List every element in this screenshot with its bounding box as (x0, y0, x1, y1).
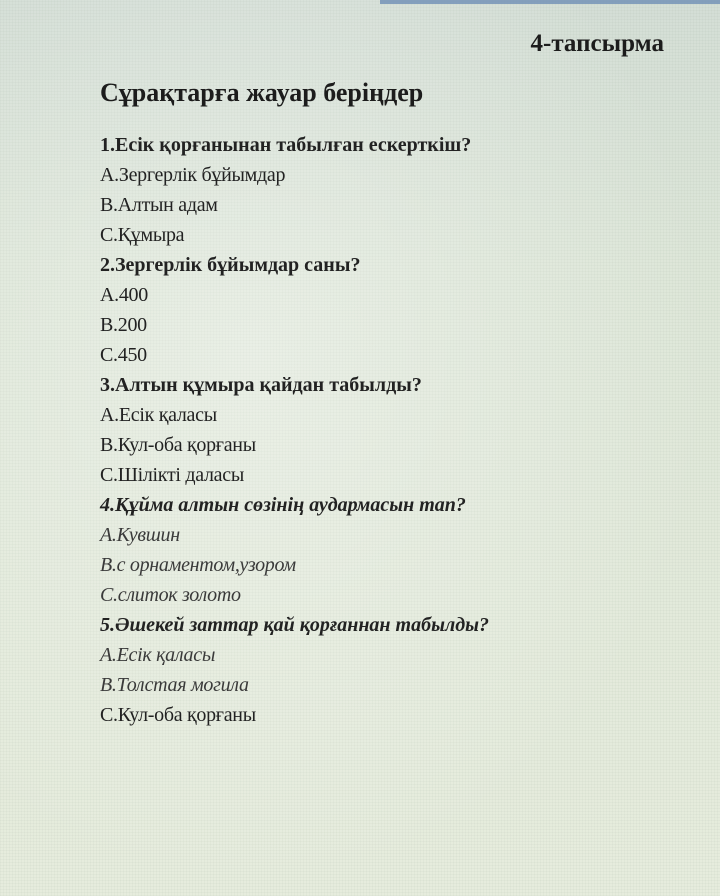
question-block (100, 130, 489, 250)
answer-option: В.с орнаментом,узором (100, 554, 296, 576)
worksheet-heading: Сұрақтарға жауар беріңдер (100, 78, 424, 107)
answer-option: А.400 (100, 284, 148, 306)
answer-option: С.Құмыра (100, 224, 185, 246)
question-text: 3.Алтын құмыра қайдан табылды? (100, 374, 422, 396)
task-number: 4-тапсырма (530, 30, 664, 57)
answer-option: В.200 (100, 314, 147, 336)
question-block (100, 490, 489, 610)
question-list (100, 130, 489, 730)
question-text: 1.Есік қорғанынан табылған ескерткіш? (100, 134, 472, 156)
answer-option: В.Кул-оба қорғаны (100, 434, 256, 456)
answer-option: А.Есік қаласы (100, 404, 217, 426)
answer-option: С.450 (100, 344, 147, 366)
answer-option: С.Кул-оба қорғаны (100, 704, 256, 726)
top-edge-bar (380, 0, 720, 4)
answer-option: В.Алтын адам (100, 194, 218, 216)
answer-option: В.Толстая могила (100, 674, 249, 696)
answer-option: А.Есік қаласы (100, 644, 216, 666)
answer-option: С.слиток золото (100, 584, 241, 606)
question-block (100, 610, 489, 730)
answer-option: А.Кувшин (100, 524, 180, 546)
answer-option: А.Зергерлік бұйымдар (100, 164, 286, 186)
question-block (100, 250, 489, 370)
question-block (100, 370, 489, 490)
answer-option: С.Шілікті даласы (100, 464, 244, 486)
question-text: 4.Құйма алтын сөзінің аудармасын тап? (100, 494, 466, 516)
question-text: 2.Зергерлік бұйымдар саны? (100, 254, 361, 276)
question-text: 5.Әшекей заттар қай қорғаннан табылды? (100, 614, 490, 636)
